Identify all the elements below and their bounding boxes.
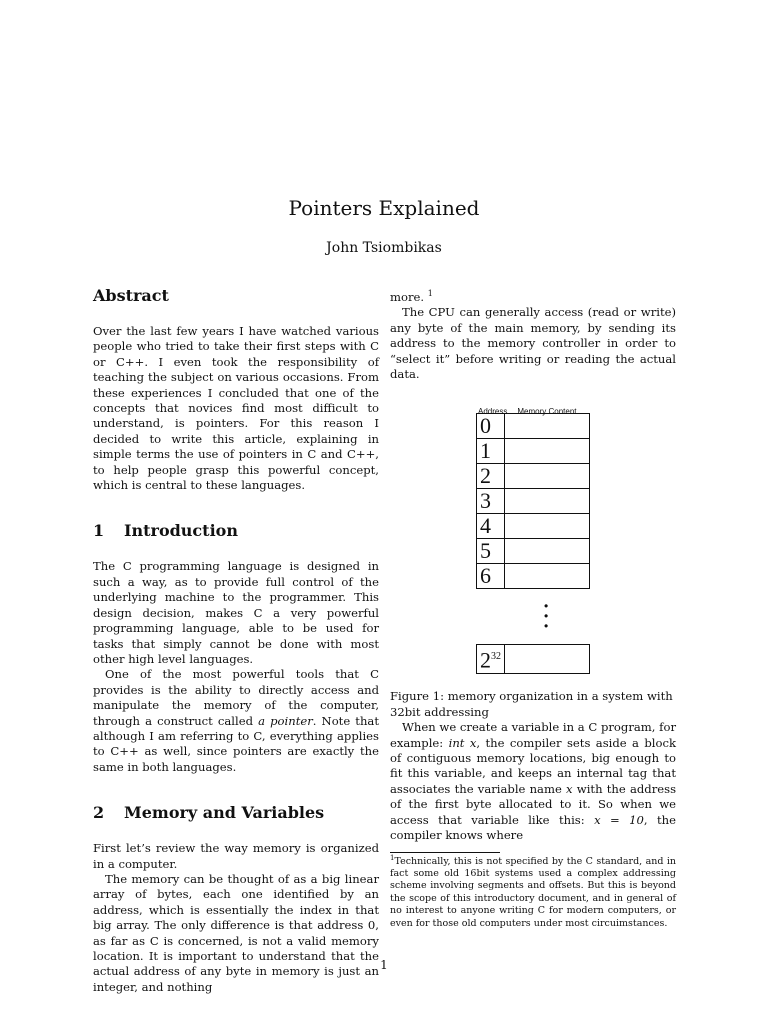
memory-row bbox=[477, 464, 590, 489]
address-cell bbox=[477, 645, 505, 673]
memory-row bbox=[477, 645, 590, 673]
address-cell: 6 bbox=[477, 564, 505, 589]
vp-em3: x = 10 bbox=[594, 812, 644, 827]
address-cell: 3 bbox=[477, 489, 505, 514]
memory-content-header: Memory Content bbox=[517, 407, 577, 417]
intro-p2-end: . Note that although I am referring to C, everything applies to C++ as well, since pointers are exactly the same in both languages. bbox=[93, 713, 379, 774]
address-cell: 0 bbox=[477, 414, 505, 439]
ellipsis-dots-icon: • • • bbox=[544, 599, 549, 634]
intro-paragraph-2 bbox=[93, 667, 379, 775]
author-name: John Tsiombikas bbox=[326, 240, 442, 256]
address-cell: 2 bbox=[477, 464, 505, 489]
left-column bbox=[93, 286, 379, 995]
vp-em1: int x bbox=[448, 735, 477, 750]
section-1-heading bbox=[93, 521, 379, 541]
address-cell: 5 bbox=[477, 539, 505, 564]
intro-p2-start: One of the most powerful tools that C provides is the ability to directly access and manipulate the memory of the computer, through a construct called bbox=[93, 667, 379, 728]
content-cell bbox=[505, 514, 590, 539]
section-introduction bbox=[93, 521, 379, 775]
intro-p2-emphasis: a pointer bbox=[258, 713, 313, 728]
p2-continuation: more. bbox=[390, 290, 425, 304]
last-memory-row bbox=[476, 644, 590, 673]
content-cell bbox=[505, 439, 590, 464]
memory-row bbox=[477, 414, 590, 439]
address-cell: 1 bbox=[477, 439, 505, 464]
vp-a: When we create a variable in a C program, for example: bbox=[390, 720, 676, 750]
paper-title: Pointers Explained bbox=[288, 196, 480, 220]
footnote-mark: 1 bbox=[427, 289, 433, 299]
section-2-heading bbox=[93, 803, 379, 823]
address-cell: 4 bbox=[477, 514, 505, 539]
memory-paragraph-2: The memory can be thought of as a big linear array of bytes, each one identified by an address, which is essentially the index in that big array. The only difference is that address 0, as far as C is concerned, is not a valid memory location. It is important to understand that the actual address of any byte in memory is just an integer, and nothing bbox=[93, 871, 379, 994]
intro-paragraph-1: The C programming language is designed in such a way, as to provide full control of the underlying machine to the programmer. This design decision, makes C a very powerful programming language, able to be used for tasks that simply cannot be done with most other high level languages. bbox=[93, 559, 379, 666]
last-address-exponent: 32 bbox=[491, 651, 501, 663]
content-cell bbox=[505, 645, 590, 673]
content-cell bbox=[505, 489, 590, 514]
section-2-number: 2 bbox=[93, 803, 105, 823]
vp-em2: x bbox=[566, 781, 573, 796]
vp-b: , the compiler sets aside a block of contiguous memory locations, big enough to fit this variable, and keeps an internal tag that associates the variable name bbox=[390, 735, 676, 796]
vp-d: , the compiler knows where bbox=[390, 812, 676, 843]
variables-paragraph bbox=[390, 720, 676, 843]
content-cell bbox=[505, 414, 590, 439]
memory-paragraph-1: First let’s review the way memory is organized in a computer. bbox=[93, 841, 379, 871]
memory-row bbox=[477, 439, 590, 464]
section-2-title: Memory and Variables bbox=[124, 803, 325, 823]
footnote-number: 1 bbox=[390, 853, 395, 862]
figure-memory-organization bbox=[390, 404, 676, 689]
right-column bbox=[390, 290, 676, 930]
memory-row bbox=[477, 539, 590, 564]
footnote bbox=[390, 853, 676, 930]
memory-paragraph-3: The CPU can generally access (read or write) any byte of the main memory, by sending its address to the memory controller in order to “select it” before writing or reading the actual data. bbox=[390, 305, 676, 382]
memory-row bbox=[477, 489, 590, 514]
memory-row bbox=[477, 514, 590, 539]
page-number: 1 bbox=[380, 958, 388, 972]
section-1-number: 1 bbox=[93, 521, 105, 541]
content-cell bbox=[505, 564, 590, 589]
footnote-text: Technically, this is not specified by the C standard, and in fact some old 16bit systems used a complex addressing scheme involving segments and offsets. But this is beyond the scope of this introductory document, and in general of no interest to anyone writing C for modern computers, or even for those old computers under most circuimstances. bbox=[390, 855, 676, 929]
memory-paragraph-2-continued bbox=[390, 290, 676, 305]
figure-caption: Figure 1: memory organization in a system with 32bit addressing bbox=[390, 689, 673, 719]
last-address-base: 2 bbox=[480, 647, 491, 673]
memory-table bbox=[476, 413, 590, 589]
content-cell bbox=[505, 464, 590, 489]
address-header: Address bbox=[478, 407, 508, 417]
memory-row bbox=[477, 564, 590, 589]
abstract-text: Over the last few years I have watched various people who tried to take their first steps with C or C++. I even took the responsibility of teaching the subject on various occasions. From these experiences I concluded that one of the concepts that novices find most difficult to understand, is pointers. For this reason I decided to write this article, explaining in simple terms the use of pointers in C and C++, to help people grasp this powerful concept, which is central to these languages. bbox=[93, 324, 379, 493]
footnote-divider bbox=[390, 852, 500, 853]
abstract-heading: Abstract bbox=[93, 286, 169, 305]
section-1-title: Introduction bbox=[124, 521, 238, 541]
vp-c: with the address of the first byte allocated to it. So when we access that variable like this: bbox=[390, 781, 677, 827]
content-cell bbox=[505, 539, 590, 564]
